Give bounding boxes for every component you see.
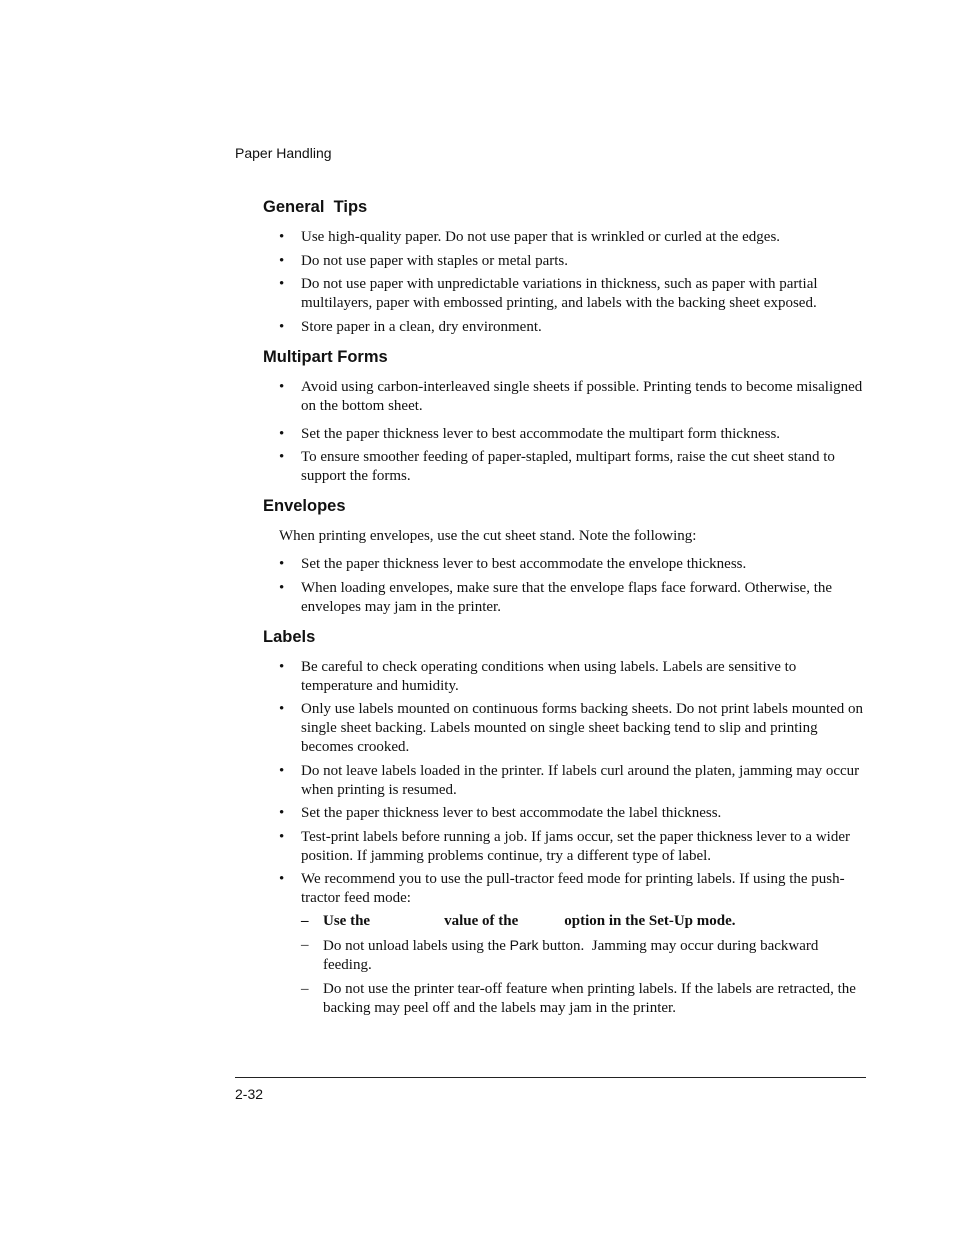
list-item <box>263 378 868 416</box>
list-item-text: Test-print labels before running a job. If jams occur, set the paper thickness lever to a wider position. If jamming problems continue, try a different type of label. <box>301 828 850 864</box>
list-item-text: Use high-quality paper. Do not use paper that is wrinkled or curled at the edges. <box>301 229 781 245</box>
bullet-icon: • <box>279 276 285 292</box>
list-item-text: Set the paper thickness lever to best accommodate the envelope thickness. <box>301 556 747 572</box>
list-item-text: Do not leave labels loaded in the printer. If labels curl around the platen, jamming may occur when printing is resumed. <box>301 762 860 798</box>
list-item-text: Set the paper thickness lever to best accommodate the multipart form thickness. <box>301 425 781 442</box>
list-item <box>263 275 868 313</box>
multipart-forms-list <box>263 378 868 487</box>
sublist-text-part: Do not use the printer tear-off feature when printing labels. If the labels are retracted, the backing may peel off and the labels may jam in the printer. <box>323 981 856 1016</box>
bullet-icon: • <box>279 701 285 717</box>
footer-rule <box>235 1077 866 1078</box>
list-item-text: We recommend you to use the pull-tractor feed mode for printing labels. If using the push-tractor feed mode: <box>301 871 845 906</box>
sublist-text-part: Use the <box>323 913 371 929</box>
list-item <box>263 828 868 866</box>
bullet-icon: • <box>279 252 285 269</box>
sublist-text-part: Do not unload labels using the <box>323 938 510 954</box>
bullet-icon: • <box>279 871 285 887</box>
list-item <box>263 804 868 823</box>
list-item-text: To ensure smoother feeding of paper-stapled, multipart forms, raise the cut sheet stand to support the forms. <box>301 449 835 484</box>
list-item <box>263 425 868 444</box>
running-header: Paper Handling <box>235 145 332 161</box>
general-tips-list <box>263 228 868 337</box>
bullet-icon: • <box>279 425 285 442</box>
list-item-text: Avoid using carbon-interleaved single sheets if possible. Printing tends to become misaligned on the bottom sheet. <box>301 378 863 414</box>
list-item <box>263 658 868 696</box>
page-number: 2-32 <box>235 1086 264 1102</box>
list-item <box>263 579 868 617</box>
list-item-text: Only use labels mounted on continuous forms backing sheets. Do not print labels mounted on single sheet backing. Labels mounted on single sheet backing tend to slip and printing becomes crooked. <box>301 701 864 755</box>
bullet-icon: • <box>279 805 285 821</box>
labels-list <box>263 658 868 1019</box>
heading-general-tips: General Tips <box>263 198 368 216</box>
bullet-icon: • <box>279 828 285 845</box>
list-item-text: Set the paper thickness lever to best accommodate the label thickness. <box>301 805 722 821</box>
bullet-icon: • <box>279 449 285 465</box>
sublist-item <box>301 980 868 1018</box>
list-item-text: When loading envelopes, make sure that the envelope flaps face forward. Otherwise, the envelopes may jam in the printer. <box>301 579 833 615</box>
bullet-icon: • <box>279 762 285 779</box>
heading-multipart-forms: Multipart Forms <box>263 347 388 366</box>
list-item <box>263 700 868 757</box>
list-item <box>263 228 868 247</box>
list-item <box>263 252 868 271</box>
bullet-icon: • <box>279 556 285 572</box>
bullet-icon: • <box>279 579 285 596</box>
bullet-icon: • <box>279 378 285 395</box>
list-item-text: Be careful to check operating conditions when using labels. Labels are sensitive to temperature and humidity. <box>301 658 797 694</box>
envelopes-intro: When printing envelopes, use the cut sheet stand. Note the following: <box>279 528 697 544</box>
labels-sublist <box>301 912 868 1018</box>
list-item <box>263 318 868 337</box>
bullet-icon: • <box>279 658 285 675</box>
dash-icon: – <box>301 937 309 953</box>
list-item <box>263 870 868 1018</box>
list-item <box>263 448 868 486</box>
envelopes-list <box>263 555 868 617</box>
page-content <box>263 196 868 1023</box>
sublist-text-part: option in the Set-Up mode. <box>564 913 736 929</box>
heading-envelopes: Envelopes <box>263 497 346 515</box>
bullet-icon: • <box>279 318 285 335</box>
sublist-text-part: value of the <box>444 913 519 929</box>
list-item <box>263 762 868 800</box>
heading-labels: Labels <box>263 627 316 646</box>
sublist-item <box>301 936 868 975</box>
list-item-text: Do not use paper with staples or metal parts. <box>301 252 569 269</box>
dash-icon: – <box>301 913 309 929</box>
park-button-label: Park <box>509 937 539 953</box>
sublist-item <box>301 912 868 931</box>
list-item-text: Store paper in a clean, dry environment. <box>301 318 542 335</box>
list-item-text: Do not use paper with unpredictable variations in thickness, such as paper with partial multilayers, paper with embossed printing, and labels with the backing sheet exposed. <box>301 276 818 311</box>
bullet-icon: • <box>279 229 285 245</box>
sublist-text-part: button. Jamming may occur during backward feeding. <box>323 938 823 973</box>
list-item <box>263 555 868 574</box>
dash-icon: – <box>301 981 309 997</box>
